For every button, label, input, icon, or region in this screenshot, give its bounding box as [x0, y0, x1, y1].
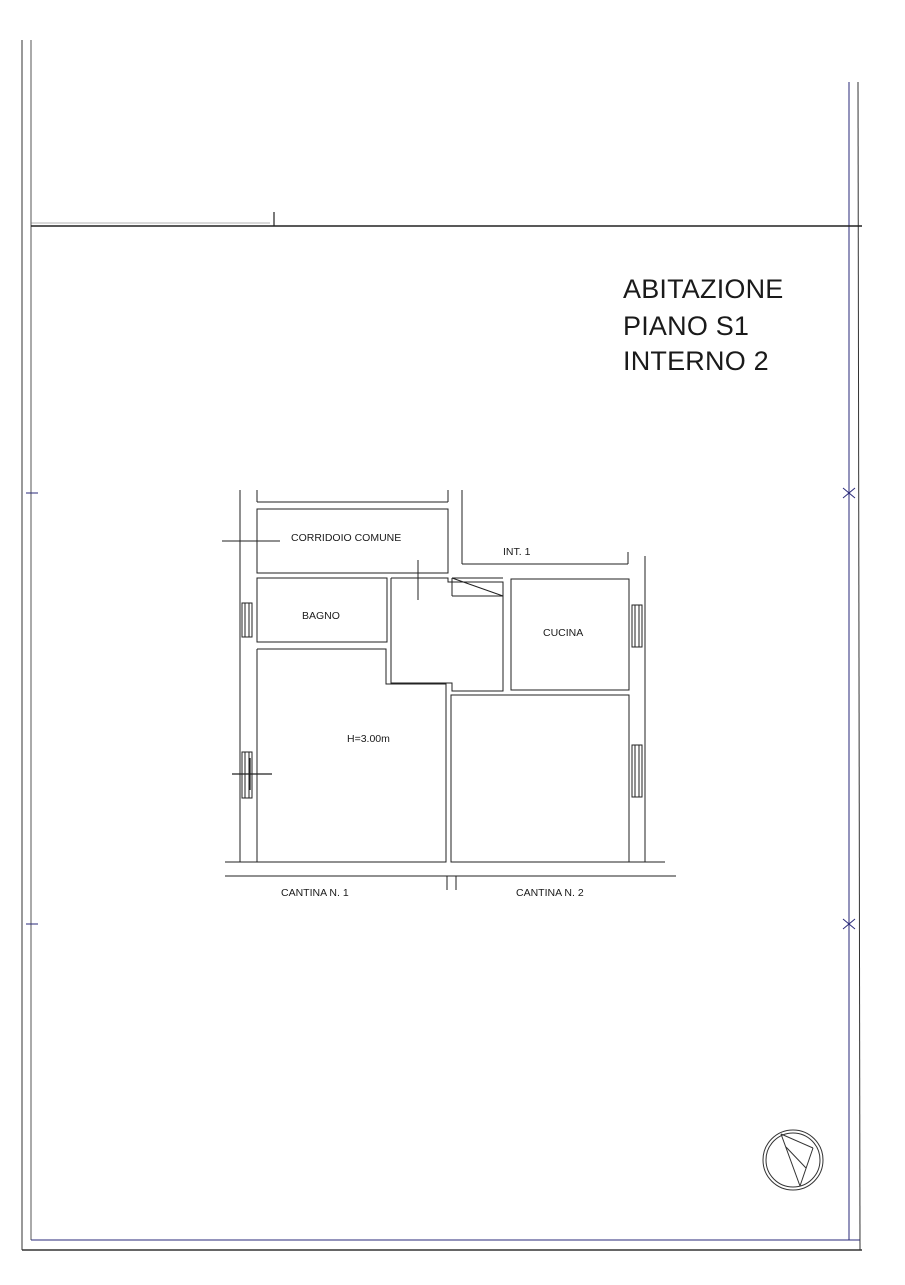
title-line-abitazione: ABITAZIONE [623, 274, 784, 304]
room-labels [281, 532, 584, 899]
frame-right-edge [858, 82, 860, 1250]
title-line-interno: INTERNO 2 [623, 346, 769, 376]
hallway-room [391, 578, 503, 691]
hallway-door-diag [452, 578, 503, 596]
label-cantina-1: CANTINA N. 1 [281, 887, 349, 899]
label-cantina-2: CANTINA N. 2 [516, 887, 584, 899]
north-arrow-icon [763, 1130, 823, 1190]
sheet-frame [22, 40, 862, 1250]
window-lower-right [632, 745, 642, 797]
label-cucina: CUCINA [543, 627, 584, 639]
label-corridoio: CORRIDOIO COMUNE [291, 532, 402, 544]
lower-right-room [451, 695, 629, 862]
label-height: H=3.00m [347, 733, 390, 745]
label-int1: INT. 1 [503, 546, 531, 558]
label-bagno: BAGNO [302, 610, 340, 622]
window-bagno [242, 603, 252, 637]
window-cucina [632, 605, 642, 647]
title-line-piano: PIANO S1 [623, 311, 750, 341]
floor-plan-walls [222, 490, 676, 890]
main-room [257, 649, 446, 862]
